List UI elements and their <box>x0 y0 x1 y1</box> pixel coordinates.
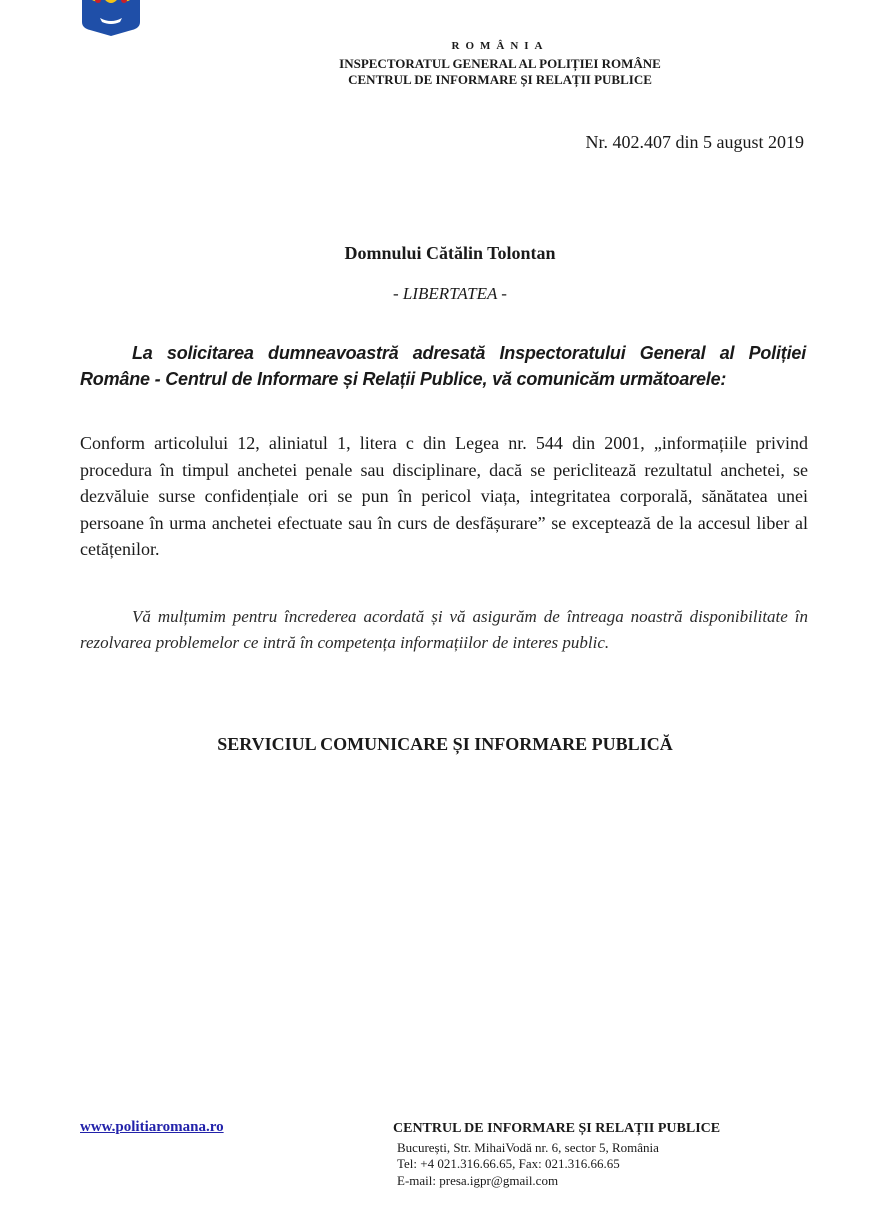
footer-email: E-mail: presa.igpr@gmail.com <box>397 1173 559 1188</box>
signature-department: SERVICIUL COMUNICARE ȘI INFORMARE PUBLICĂ <box>217 734 673 754</box>
footer-phone: Tel: +4 021.316.66.65, Fax: 021.316.66.65 <box>397 1156 620 1171</box>
addressee: Domnului Cătălin Tolontan <box>344 243 556 263</box>
footer-title: CENTRUL DE INFORMARE ȘI RELAȚII PUBLICE <box>393 1121 721 1136</box>
document-number-date: Nr. 402.407 din 5 august 2019 <box>585 132 804 152</box>
website-link[interactable]: www.politiaromana.ro <box>80 1119 224 1135</box>
body-paragraph: Conform articolului 12, aliniatul 1, litera c din Legea nr. 544 din 2001, „informațiile privind procedura în timpul anchetei penale sau disciplinare, dacă se periclitează rezultatul anchetei, se dezvăluie surse confidențiale ori se pun în pericol viața, integritatea corporală, sănătatea unei persoane în urma anchetei efectuate sau în curs de desfășurare” se exceptează de la accesul liber al cetățenilor. <box>80 433 808 559</box>
addressee-organization: - LIBERTATEA - <box>393 284 507 303</box>
shield-icon <box>80 0 142 36</box>
header-institution: INSPECTORATUL GENERAL AL POLIȚIEI ROMÂNE <box>339 56 661 71</box>
footer-address: București, Str. MihaiVodă nr. 6, sector 5, România <box>397 1140 659 1155</box>
header-department: CENTRUL DE INFORMARE ȘI RELAȚII PUBLICE <box>348 72 652 87</box>
header-country: ROMÂNIA <box>451 40 549 52</box>
intro-paragraph: La solicitarea dumneavoastră adresată Inspectoratului General al Poliției Române - Centrul de Informare și Relații Publice, vă comunicăm următoarele: <box>80 343 806 389</box>
closing-paragraph: Vă mulțumim pentru încrederea acordată și vă asigurăm de întreaga noastră disponibilitate în rezolvarea problemelor ce intră în competența informațiilor de interes public. <box>80 607 808 652</box>
police-crest-logo <box>80 0 142 36</box>
